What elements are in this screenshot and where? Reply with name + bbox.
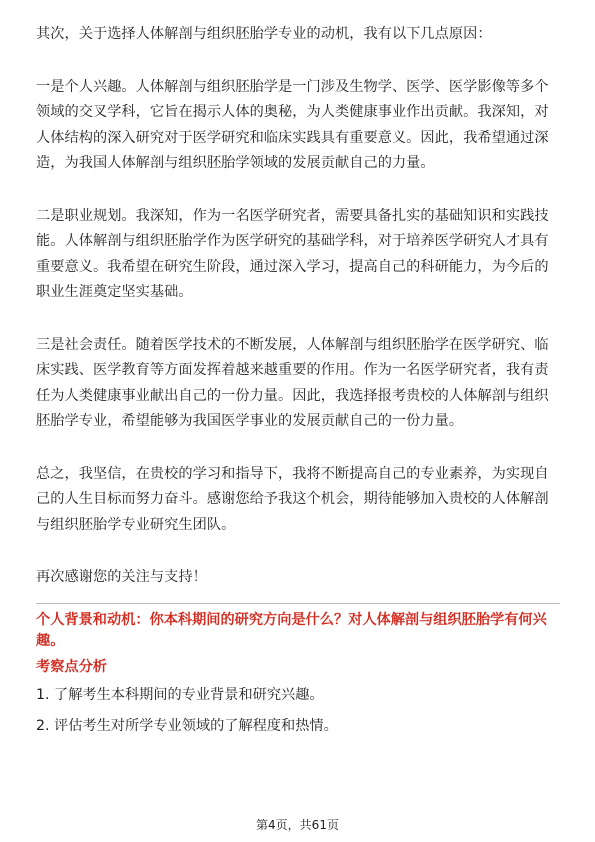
- reason-interest-paragraph: 一是个人兴趣。人体解剖与组织胚胎学是一门涉及生物学、医学、医学影像等多个领域的交叉学科，它旨在揭示人体的奥秘，为人类健康事业作出贡献。我深知，对人体结构的深入研究对于医学研究和临床实践具有重要意义。因此，我希望通过深造，为我国人体解剖与组织胚胎学领域的发展贡献自己的力量。: [36, 78, 549, 171]
- analysis-item: 1. 了解考生本科期间的专业背景和研究兴趣。: [36, 686, 324, 703]
- thanks-paragraph: 再次感谢您的关注与支持！: [36, 569, 207, 585]
- analysis-heading: 考察点分析: [36, 658, 107, 675]
- page-content: [36, 22, 560, 747]
- reason-career-paragraph: 二是职业规划。我深知，作为一名医学研究者，需要具备扎实的基础知识和实践技能。人体解剖与组织胚胎学作为医学研究的基础学科，对于培养医学研究人才具有重要意义。我希望在研究生阶段，通过深入学习，提高自己的科研能力，为今后的职业生涯奠定坚实基础。: [36, 207, 549, 300]
- reason-responsibility-paragraph: 三是社会责任。随着医学技术的不断发展，人体解剖与组织胚胎学在医学研究、临床实践、医学教育等方面发挥着越来越重要的作用。作为一名医学研究者，我有责任为人类健康事业献出自己的一份力量。因此，我选择报考贵校的人体解剖与组织胚胎学专业，希望能够为我国医学事业的发展贡献自己的一份力量。: [36, 336, 549, 429]
- section-divider: [36, 603, 560, 604]
- page-number-footer: 第4页，共61页: [256, 818, 339, 832]
- summary-paragraph: 总之，我坚信，在贵校的学习和指导下，我将不断提高自己的专业素养，为实现自己的人生目标而努力奋斗。感谢您给予我这个机会，期待能够加入贵校的人体解剖与组织胚胎学专业研究生团队。: [36, 465, 549, 533]
- analysis-item: 2. 评估考生对所学专业领域的了解程度和热情。: [36, 717, 338, 734]
- interview-question: 个人背景和动机：你本科期间的研究方向是什么？对人体解剖与组织胚胎学有何兴趣。: [36, 611, 547, 649]
- intro-paragraph: 其次，关于选择人体解剖与组织胚胎学专业的动机，我有以下几点原因：: [36, 26, 492, 42]
